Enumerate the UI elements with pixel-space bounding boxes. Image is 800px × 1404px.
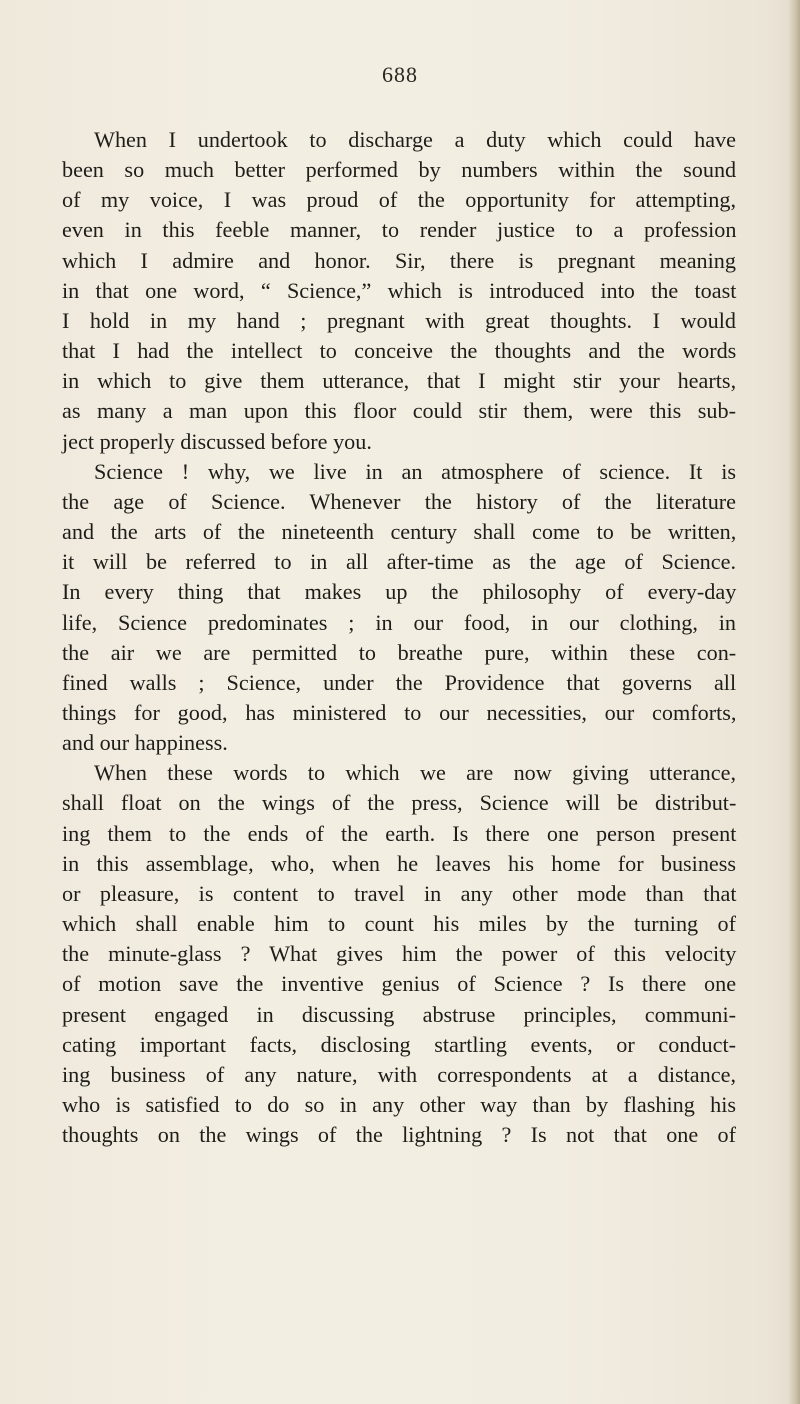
text-line: as many a man upon this floor could stir them, were this sub- (62, 398, 736, 424)
text-line: shall float on the wings of the press, Science will be distribut- (62, 790, 737, 816)
text-line: been so much better performed by numbers within the sound (62, 157, 737, 183)
text-line: fined walls ; Science, under the Providence that governs all (62, 669, 737, 695)
text-line: the air we are permitted to breathe pure, within these con- (62, 639, 737, 665)
page-number: 688 (382, 62, 418, 87)
text-line: in that one word, “ Science,” which is introduced into the toast (62, 277, 737, 303)
text-line: things for good, has ministered to our necessities, our comforts, (62, 699, 737, 725)
text-line: and the arts of the nineteenth century shall come to be written, (62, 519, 737, 545)
text-line: When these words to which we are now giving utterance, (94, 760, 736, 786)
body-text (62, 125, 736, 1150)
text-line: who is satisfied to do so in any other way than by flashing his (62, 1092, 736, 1117)
text-line: of motion save the inventive genius of Science ? Is there one (62, 971, 737, 997)
text-line: life, Science predominates ; in our food, in our clothing, in (62, 609, 736, 635)
text-line: or pleasure, is content to travel in any other mode than that (62, 880, 737, 906)
paragraph-3 (62, 758, 736, 1150)
text-line: it will be referred to in all after-time as the age of Science. (62, 549, 736, 575)
text-line: ject properly discussed before you. (62, 428, 372, 454)
text-line: and our happiness. (62, 730, 228, 756)
text-line: that I had the intellect to conceive the thoughts and the words (62, 338, 737, 364)
paragraph-2 (62, 457, 736, 759)
text-line: When I undertook to discharge a duty which could have (94, 127, 736, 152)
text-line: In every thing that makes up the philosophy of every-day (62, 579, 737, 605)
page-edge-shadow (788, 0, 800, 1404)
text-line: present engaged in discussing abstruse principles, communi- (62, 1001, 736, 1027)
text-line: I hold in my hand ; pregnant with great thoughts. I would (62, 307, 737, 333)
text-line: thoughts on the wings of the lightning ? Is not that one of (62, 1122, 737, 1148)
text-line: which I admire and honor. Sir, there is pregnant meaning (62, 247, 736, 273)
text-line: cating important facts, disclosing startling events, or conduct- (62, 1031, 736, 1057)
text-line: the age of Science. Whenever the history of the literature (62, 488, 737, 514)
text-line: Science ! why, we live in an atmosphere of science. It is (94, 458, 736, 484)
text-line: ing business of any nature, with correspondents at a distance, (62, 1061, 736, 1087)
text-line: in this assemblage, who, when he leaves his home for business (62, 850, 737, 876)
text-line: even in this feeble manner, to render justice to a profession (62, 217, 737, 243)
text-line: in which to give them utterance, that I might stir your hearts, (62, 368, 737, 394)
paragraph-1 (62, 125, 736, 457)
text-line: of my voice, I was proud of the opportunity for attempting, (62, 187, 736, 213)
text-line: ing them to the ends of the earth. Is there one person present (62, 820, 737, 846)
text-line: which shall enable him to count his miles by the turning of (62, 911, 736, 937)
text-line: the minute-glass ? What gives him the power of this velocity (62, 941, 737, 967)
